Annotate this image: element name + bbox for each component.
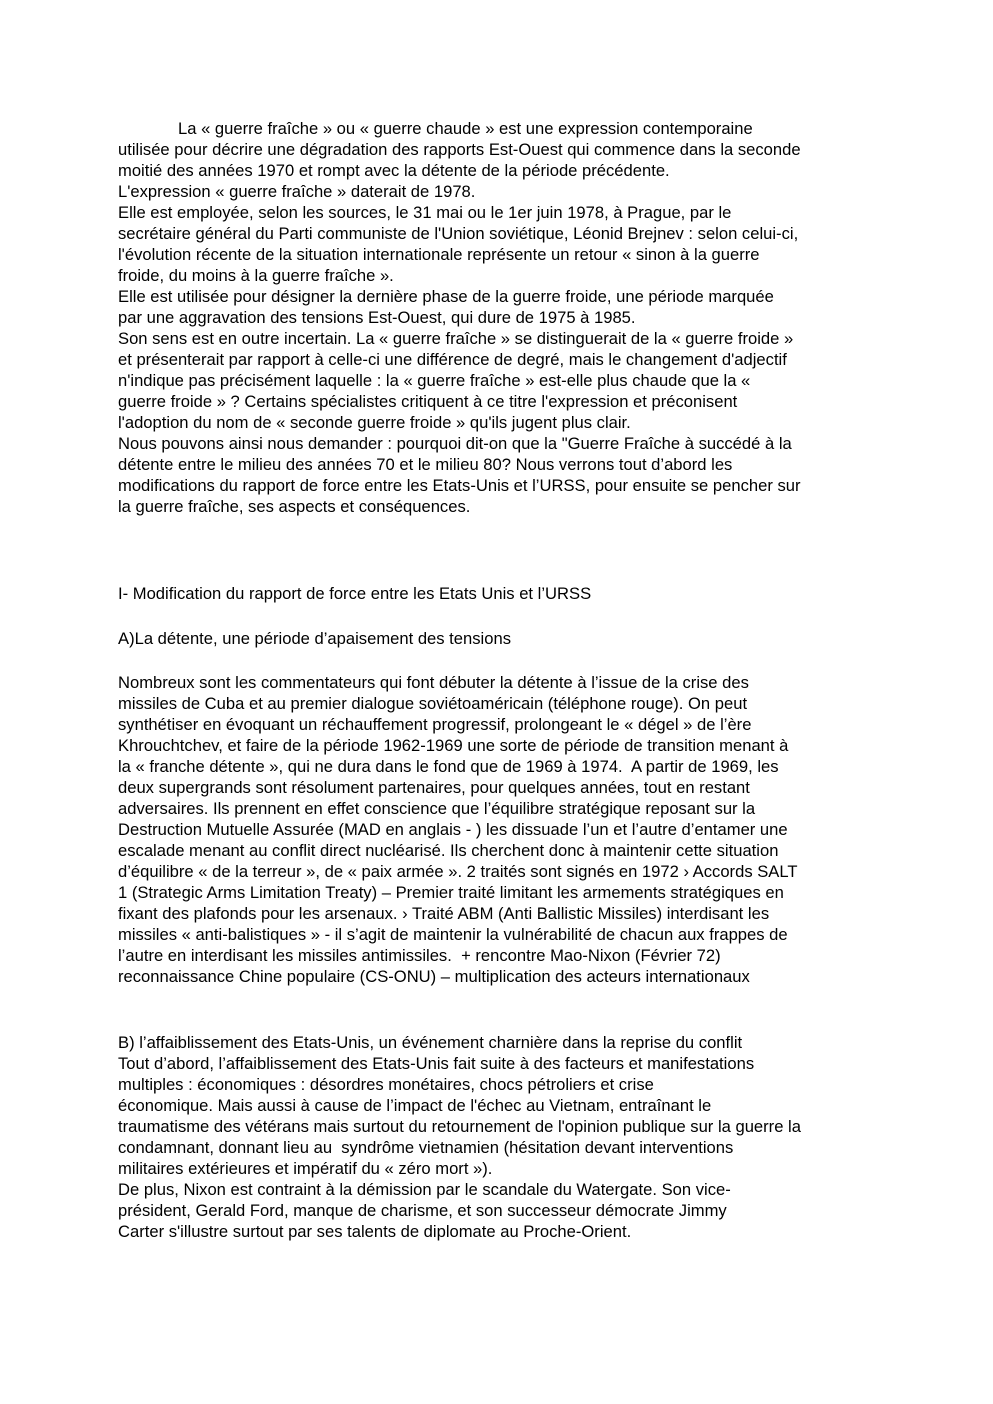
intro-line: Son sens est en outre incertain. La « guerre fraîche » se distinguerait de la « guerre froide » [118, 329, 794, 348]
section-b-line: traumatisme des vétérans mais surtout du retournement de l'opinion publique sur la guerre la [118, 1117, 801, 1136]
intro-line: Elle est employée, selon les sources, le 31 mai ou le 1er juin 1978, à Prague, par le [118, 203, 732, 222]
section-a-line: la « franche détente », qui ne dura dans le fond que de 1969 à 1974. A partir de 1969, les [118, 757, 779, 776]
section-b-line: économique. Mais aussi à cause de l’impact de l'échec au Vietnam, entraînant le [118, 1096, 712, 1115]
intro-line: guerre froide » ? Certains spécialistes critiquent à ce titre l'expression et préconisent [118, 392, 738, 411]
intro-line: modifications du rapport de force entre les Etats-Unis et l’URSS, pour ensuite se pencher sur [118, 476, 801, 495]
intro-line: Elle est utilisée pour désigner la dernière phase de la guerre froide, une période marquée [118, 287, 774, 306]
intro-line: par une aggravation des tensions Est-Ouest, qui dure de 1975 à 1985. [118, 308, 636, 327]
intro-line: Nous pouvons ainsi nous demander : pourquoi dit-on que la "Guerre Fraîche à succédé à la [118, 434, 792, 453]
section-a-line: synthétiser en évoquant un réchauffement progressif, prolongeant le « dégel » de l’ère [118, 715, 752, 734]
section-a-line: Destruction Mutuelle Assurée (MAD en anglais - ) les dissuade l’un et l’autre d’entamer une [118, 820, 788, 839]
intro-line: l'évolution récente de la situation internationale représente un retour « sinon à la guerre [118, 245, 760, 264]
section-b-line: Tout d’abord, l’affaiblissement des Etats-Unis fait suite à des facteurs et manifestations [118, 1054, 755, 1073]
section-a-line: Khrouchtchev, et faire de la période 1962-1969 une sorte de période de transition menant à [118, 736, 789, 755]
section-b-line: président, Gerald Ford, manque de charisme, et son successeur démocrate Jimmy [118, 1201, 727, 1220]
part-title: I- Modification du rapport de force entre les Etats Unis et l’URSS [118, 584, 592, 603]
intro-line: détente entre le milieu des années 70 et le milieu 80? Nous verrons tout d’abord les [118, 455, 733, 474]
section-b-line: Carter s'illustre surtout par ses talents de diplomate au Proche-Orient. [118, 1222, 632, 1241]
section-b-line: condamnant, donnant lieu au syndrôme vietnamien (hésitation devant interventions [118, 1138, 734, 1157]
section-a-line: l’autre en interdisant les missiles antimissiles. + rencontre Mao-Nixon (Février 72) [118, 946, 721, 965]
intro-line: la guerre fraîche, ses aspects et conséquences. [118, 497, 471, 516]
intro-line: L'expression « guerre fraîche » daterait de 1978. [118, 182, 476, 201]
section-b-line: De plus, Nixon est contraint à la démission par le scandale du Watergate. Son vice- [118, 1180, 731, 1199]
section-a-title: A)La détente, une période d’apaisement des tensions [118, 629, 511, 648]
section-b-line: militaires extérieures et impératif du « zéro mort »). [118, 1159, 493, 1178]
section-a-line: missiles de Cuba et au premier dialogue soviétoaméricain (téléphone rouge). On peut [118, 694, 748, 713]
intro-line: froide, du moins à la guerre fraîche ». [118, 266, 394, 285]
intro-line: moitié des années 1970 et rompt avec la détente de la période précédente. [118, 161, 670, 180]
section-a-line: Nombreux sont les commentateurs qui font débuter la détente à l’issue de la crise des [118, 673, 749, 692]
intro-line: et présenterait par rapport à celle-ci une différence de degré, mais le changement d'adjectif [118, 350, 787, 369]
section-a-line: deux supergrands sont résolument partenaires, pour quelques années, tout en restant [118, 778, 750, 797]
section-a-line: fixant des plafonds pour les arsenaux. › Traité ABM (Anti Ballistic Missiles) interdisant les [118, 904, 770, 923]
intro-line: utilisée pour décrire une dégradation des rapports Est-Ouest qui commence dans la seconde [118, 140, 801, 159]
section-a-line: 1 (Strategic Arms Limitation Treaty) – Premier traité limitant les armements stratégiques en [118, 883, 784, 902]
section-a-line: adversaires. Ils prennent en effet conscience que l’équilibre stratégique reposant sur la [118, 799, 756, 818]
intro-line: l'adoption du nom de « seconde guerre froide » qu'ils jugent plus clair. [118, 413, 631, 432]
intro-line: secrétaire général du Parti communiste de l'Union soviétique, Léonid Brejnev : selon celui-ci, [118, 224, 799, 243]
section-a-line: d’équilibre « de la terreur », de « paix armée ». 2 traités sont signés en 1972 › Accords SALT [118, 862, 798, 881]
section-a-line: escalade menant au conflit direct nucléarisé. Ils cherchent donc à maintenir cette situation [118, 841, 779, 860]
section-a-line: missiles « anti-balistiques » - il s’agit de maintenir la vulnérabilité de chacun aux frappes de [118, 925, 788, 944]
section-b-title: B) l’affaiblissement des Etats-Unis, un événement charnière dans la reprise du conflit [118, 1033, 743, 1052]
section-b-line: multiples : économiques : désordres monétaires, chocs pétroliers et crise [118, 1075, 654, 1094]
intro-line: n'indique pas précisément laquelle : la « guerre fraîche » est-elle plus chaude que la « [118, 371, 751, 390]
section-a-line: reconnaissance Chine populaire (CS-ONU) – multiplication des acteurs internationaux [118, 967, 750, 986]
intro-line: La « guerre fraîche » ou « guerre chaude » est une expression contemporaine [178, 119, 753, 138]
